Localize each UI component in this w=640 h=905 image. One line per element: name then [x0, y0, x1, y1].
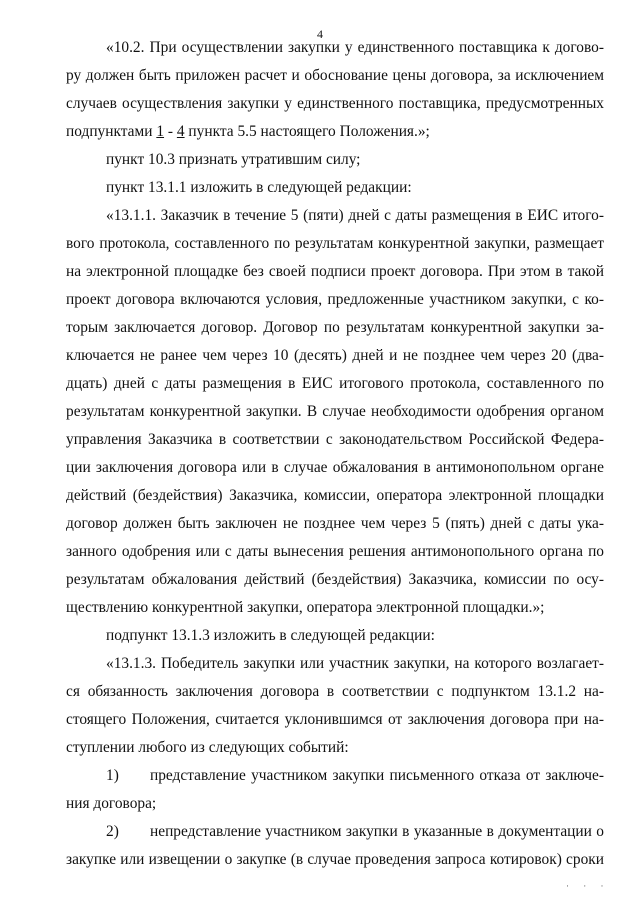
paragraph-10-2-line: ру должен быть приложен расчет и обоснование цены договора, за исключением: [66, 67, 604, 84]
corner-marks: · · ·: [566, 881, 610, 891]
list-item-line: непредставление участником закупки в указанные в документации о: [150, 823, 604, 840]
list-item-number: 2): [106, 823, 119, 840]
text-span: -: [164, 123, 177, 140]
text-span: пункта 5.5 настоящего Положения.»;: [184, 123, 430, 140]
text-span: подпунктами: [66, 123, 157, 140]
paragraph-13-1-1-line: ществлению конкурентной закупки, оператора электронной площадки.»;: [66, 599, 545, 616]
paragraph-13-1-1-line: дцать) дней с даты размещения в ЕИС итогового протокола, составленного по: [66, 375, 604, 392]
paragraph-13-1-3-line: ступлении любого из следующих событий:: [66, 739, 349, 756]
paragraph-13-1-1-line: «13.1.1. Заказчик в течение 5 (пяти) дней с даты размещения в ЕИС итого-: [106, 207, 604, 224]
page-number: 4: [317, 27, 323, 41]
paragraph-13-1-1-line: вого протокола, составленного по результатам конкурентной закупки, размещает: [66, 235, 604, 252]
paragraph-10-2-line: «10.2. При осуществлении закупки у единственного поставщика к догово-: [106, 39, 604, 56]
paragraph-13-1-1-line: ции заключения договора или в случае обжалования в антимонопольном органе: [66, 459, 604, 476]
paragraph-13-1-1-line: договор должен быть заключен не позднее чем через 5 (пять) дней с даты ука-: [66, 515, 604, 532]
list-item-line: закупке или извещении о закупке (в случае проведения запроса котировок) сроки: [66, 851, 604, 868]
paragraph-13-1-1-intro: пункт 13.1.1 изложить в следующей редакции:: [106, 179, 412, 196]
paragraph-13-1-1-line: результатам конкурентной закупки. В случае необходимости одобрения органом: [66, 403, 604, 420]
paragraph-13-1-1-line: на электронной площадке без своей подписи проект договора. При этом в такой: [66, 263, 604, 280]
paragraph-13-1-3-line: «13.1.3. Победитель закупки или участник закупки, на которого возлагает-: [106, 655, 604, 672]
paragraph-13-1-3-line: ся обязанность заключения договора в соответствии с подпунктом 13.1.2 на-: [66, 683, 604, 700]
paragraph-13-1-1-line: управления Заказчика в соответствии с законодательством Российской Федера-: [66, 431, 604, 448]
paragraph-13-1-1-line: ключается не ранее чем через 10 (десять) дней и не позднее чем через 20 (два-: [66, 347, 604, 364]
list-item-line: ния договора;: [66, 795, 157, 812]
subpoint-link-1[interactable]: 1: [156, 123, 165, 140]
paragraph-10-2-line: [66, 122, 604, 142]
paragraph-13-1-1-line: торым заключается договор. Договор по результатам конкурентной закупки за-: [66, 319, 604, 336]
paragraph-13-1-3-line: стоящего Положения, считается уклонившимся от заключения договора при на-: [66, 711, 604, 728]
paragraph-13-1-3-intro: подпункт 13.1.3 изложить в следующей редакции:: [106, 627, 435, 644]
list-item-number: 1): [106, 767, 119, 784]
subpoint-link-4[interactable]: 4: [176, 123, 185, 140]
paragraph-13-1-1-line: результатам обжалования действий (бездействия) Заказчика, комиссии по осу-: [66, 571, 604, 588]
paragraph-13-1-1-line: занного одобрения или с даты вынесения решения антимонопольного органа по: [66, 543, 604, 560]
paragraph-13-1-1-line: действий (бездействия) Заказчика, комиссии, оператора электронной площадки: [66, 487, 604, 504]
paragraph-10-3: пункт 10.3 признать утратившим силу;: [106, 151, 361, 168]
paragraph-13-1-1-line: проект договора включаются условия, предложенные участником закупки, с ко-: [66, 291, 604, 308]
list-item-line: представление участником закупки письменного отказа от заключе-: [150, 767, 604, 784]
paragraph-10-2-line: случаев осуществления закупки у единственного поставщика, предусмотренных: [66, 95, 604, 112]
